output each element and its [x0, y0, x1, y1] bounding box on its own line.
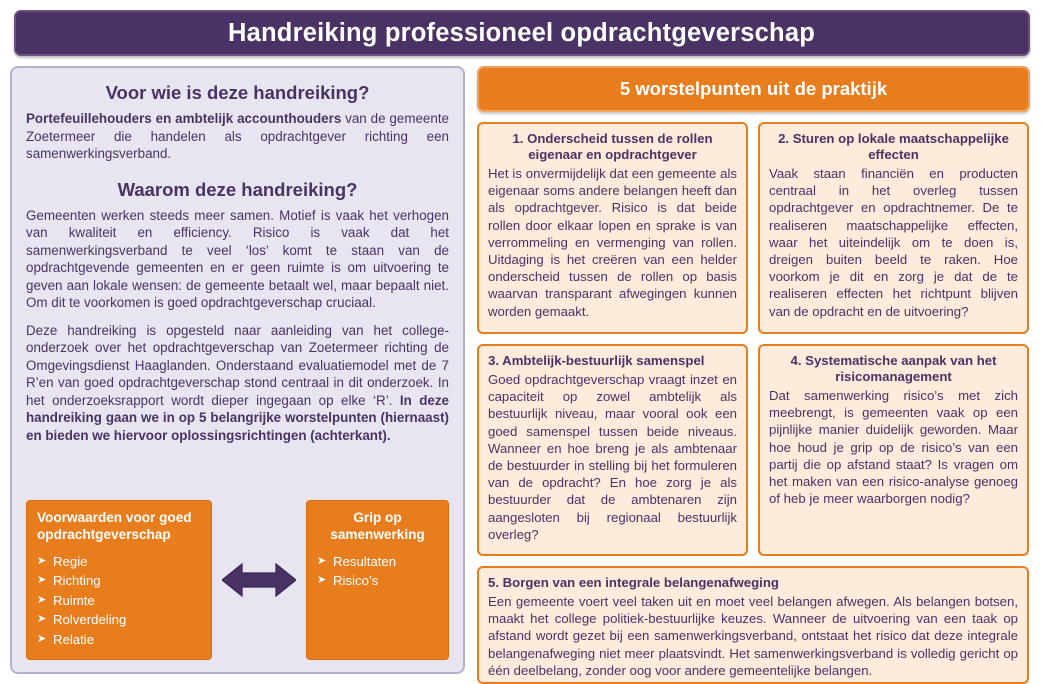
- list-item: [317, 552, 438, 572]
- worstelpunt-card-5: [477, 566, 1029, 684]
- left-paragraph-3-bold: In deze handreiking gaan we in op 5 belangrijke worstelpunten (hiernaast) en bieden we hiervoor oplossingsrichtingen (achterkant).: [26, 392, 449, 443]
- left-paragraph-3-plain: Deze handreiking is opgesteld naar aanleiding van het college-onderzoek over het opdrachtgeverschap van Zoetermeer richting de Omgevingsdienst Haaglanden. Onderstaand evaluatiemodel met de 7 R’en van goed opdrachtgeverschap stond centraal in dit onderzoek. In het onderzoeksrapport wordt dieper ingegaan op elke ‘R’.: [26, 322, 449, 408]
- card-body: Het is onvermijdelijk dat een gemeente als eigenaar soms andere belangen heeft dan als opdrachtgever. Risico is dat beide rollen door elkaar lopen en sprake is van verrommeling en vermenging van rollen. Uitdaging is het creëren van een helder onderscheid tussen de rollen op basis waarvan transparant afwegingen kunnen worden gemaakt.: [488, 166, 737, 319]
- card-title: 1. Onderscheid tussen de rollen eigenaar en opdrachtgever: [512, 131, 713, 162]
- right-panel: [477, 66, 1030, 684]
- arrow-bullet-icon: ➤: [37, 593, 47, 606]
- conditions-item-0: Regie: [53, 553, 88, 569]
- content-columns: [10, 66, 1033, 684]
- card-body: Vaak staan financiën en producten centraal in het overleg tussen opdrachtgever en opdrachtnemer. De te realiseren maatschappelijke effecten, waar het uiteindelijk om te doen is, dreigen buiten beeld te raken. Hoe voorkom je dit en zorg je dat de te realiseren effecten het richtpunt blijven van de opdracht en de uitvoering?: [769, 166, 1018, 319]
- card-title: 2. Sturen op lokale maatschappelijke effecten: [778, 131, 1009, 162]
- left-paragraph-1-bold: Portefeuillehouders en ambtelijk accounthouders: [26, 111, 342, 126]
- card-title: 5. Borgen van een integrale belangenafweging: [488, 575, 779, 590]
- arrow-connector: [212, 500, 306, 661]
- list-item: [37, 610, 201, 630]
- list-item: [317, 571, 438, 591]
- card-title: 4. Systematische aanpak van het risicomanagement: [790, 353, 997, 384]
- arrow-bullet-icon: ➤: [37, 632, 47, 645]
- grip-box-title: Grip op samenwerking: [330, 509, 425, 542]
- grip-item-0: Resultaten: [333, 553, 397, 569]
- card-body: Een gemeente voert veel taken uit en moet veel belangen afwegen. Als belangen botsen, maakt het college politiek-bestuurlijke keuzes. Wanneer de uitvoering van een taak op afstand wordt gezet bij een samenwerkingsverband, ontstaat het risico dat deze integrale belangenafweging niet meer plaatsvindt. Het samenwerkingsverband is volledig gericht op één deelbelang, zonder oog voor andere gemeentelijke belangen.: [488, 594, 1018, 678]
- conditions-box-title: Voorwaarden voor goed opdrachtgeverschap: [37, 509, 192, 542]
- list-item: [37, 630, 201, 650]
- header-banner: [14, 10, 1030, 56]
- left-paragraph-2: Gemeenten werken steeds meer samen. Motief is vaak het verhogen van kwaliteit en efficiency. Risico is vaak dat het samenwerkingsverband te veel ‘los’ komt te staan van de opdrachtgevende gemeenten en er geen ruimte is om uitvoering te geven aan lokale wensen: de gemeente betaalt wel, maar bepaalt niet. Om dit te voorkomen is goed opdrachtgeverschap cruciaal.: [26, 207, 449, 310]
- arrow-bullet-icon: ➤: [37, 574, 47, 586]
- arrow-bullet-icon: ➤: [37, 554, 47, 567]
- list-item: [37, 591, 201, 611]
- conditions-list: [37, 552, 201, 650]
- grip-list: [317, 552, 438, 591]
- right-banner: [477, 66, 1030, 112]
- conditions-item-1: Richting: [53, 573, 101, 588]
- worstelpunt-card-1: [477, 122, 748, 334]
- conditions-item-3: Rolverdeling: [53, 612, 127, 627]
- left-paragraph-1-rest: van de gemeente Zoetermeer die handelen als opdrachtgever richting een samenwerkingsverband.: [26, 111, 449, 161]
- arrow-bullet-icon: ➤: [317, 554, 327, 567]
- grip-item-1: Risico’s: [333, 573, 379, 588]
- grip-box: [306, 500, 449, 661]
- left-heading-1: Voor wie is deze handreiking?: [105, 82, 370, 103]
- card-body: Goed opdrachtgeverschap vraagt inzet en capaciteit op zowel ambtelijk als bestuurlijk niveau, maar vooral ook een goed samenspel tussen beide niveaus. Wanneer en hoe breng je als ambtenaar de bestuurder in stelling bij het formuleren van de opdracht? En hoe zorg je als bestuurder dat de ambtenaren zijn aangesloten bij regionaal bestuurlijk overleg?: [488, 372, 737, 542]
- evaluation-model: [26, 500, 449, 661]
- left-paragraph-3: [26, 322, 449, 445]
- card-body: Dat samenwerking risico’s met zich meebrengt, is gemeenten vaak op een pijnlijke manier duidelijk geworden. Maar hoe houd je grip op de risico’s van een partij die op afstand staat? Is vragen om het maken van een risico-analyse genoeg of heb je meer waarborgen nodig?: [769, 388, 1018, 507]
- left-paragraph-1: [26, 110, 449, 163]
- double-arrow-horizontal-icon: [222, 560, 296, 600]
- worstelpunt-card-4: [758, 344, 1029, 556]
- worstelpunt-card-2: [758, 122, 1029, 334]
- page-title: Handreiking professioneel opdrachtgeverschap: [228, 18, 815, 47]
- card-title: 3. Ambtelijk-bestuurlijk samenspel: [488, 353, 705, 368]
- left-heading-2: Waarom deze handreiking?: [117, 178, 358, 200]
- arrow-bullet-icon: ➤: [317, 574, 327, 586]
- right-banner-title: 5 worstelpunten uit de praktijk: [619, 78, 888, 99]
- worstelpunten-grid: [477, 122, 1030, 684]
- conditions-item-2: Ruimte: [53, 592, 95, 608]
- conditions-item-4: Relatie: [53, 631, 95, 647]
- left-panel: [10, 66, 465, 674]
- list-item: [37, 571, 201, 591]
- arrow-bullet-icon: ➤: [37, 613, 47, 625]
- list-item: [37, 552, 201, 572]
- conditions-box: [26, 500, 212, 661]
- worstelpunt-card-3: [477, 344, 748, 556]
